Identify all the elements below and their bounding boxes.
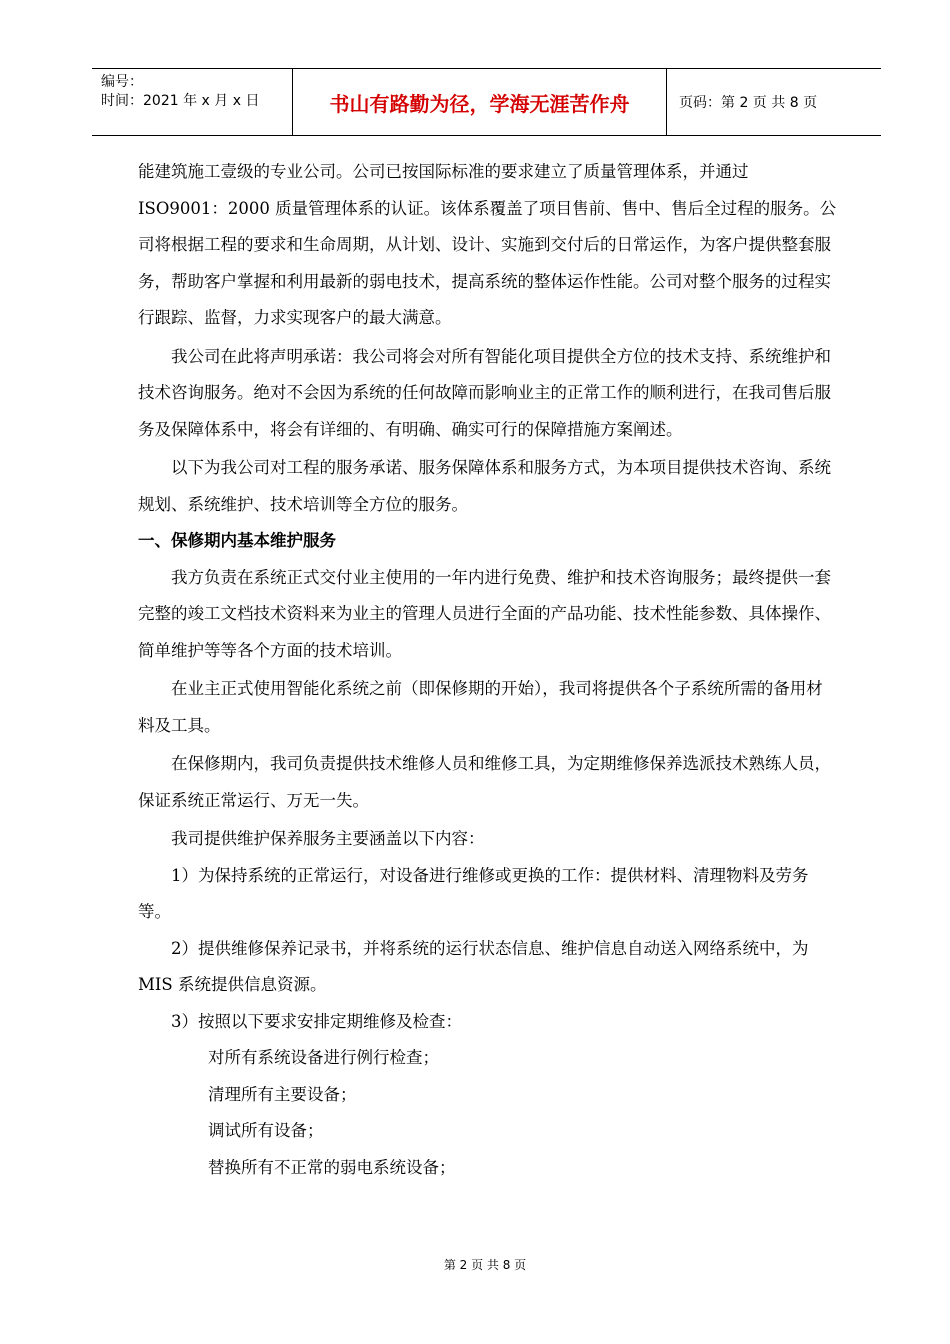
paragraph: 我公司在此将声明承诺：我公司将会对所有智能化项目提供全方位的技术支持、系统维护和技术咨询服务。绝对不会因为系统的任何故障而影响业主的正常工作的顺利进行，在我司售后服务及保障体系中，将会有详细的、有明确、确实可行的保障措施方案阐述。 [138, 346, 831, 439]
paragraph: 在保修期内，我司负责提供技术维修人员和维修工具，为定期维修保养选派技术熟练人员，保证系统正常运行、万无一失。 [138, 754, 831, 810]
section-heading: 一、保修期内基本维护服务 [138, 531, 336, 550]
sub-item: 调试所有设备； [208, 1121, 324, 1140]
header-motto: 书山有路勤为径，学海无涯苦作舟 [293, 69, 667, 135]
list-item: 2）提供维修保养记录书，并将系统的运行状态信息、维护信息自动送入网络系统中，为 MIS 系统提供信息资源。 [138, 938, 809, 994]
sub-item: 替换所有不正常的弱电系统设备； [208, 1157, 456, 1177]
header-meta [92, 69, 293, 135]
paragraph: 我方负责在系统正式交付业主使用的一年内进行免费、维护和技术咨询服务；最终提供一套完整的竣工文档技术资料来为业主的管理人员进行全面的产品功能、技术性能参数、具体操作、简单维护等等各个方面的技术培训。 [138, 567, 831, 660]
header-page-info: 页码：第 2 页 共 8 页 [679, 95, 818, 111]
document-body [138, 154, 838, 1186]
list-item: 3）按照以下要求安排定期维修及检查： [171, 1011, 462, 1031]
number-label: 编号： [101, 74, 143, 90]
paragraph: 以下为我公司对工程的服务承诺、服务保障体系和服务方式，为本项目提供技术咨询、系统规划、系统维护、技术培训等全方位的服务。 [138, 458, 831, 514]
paragraph: 在业主正式使用智能化系统之前（即保修期的开始），我司将提供各个子系统所需的备用材料及工具。 [138, 679, 823, 735]
list-item: 1）为保持系统的正常运行，对设备进行维修或更换的工作：提供材料、清理物料及劳务等。 [138, 865, 809, 921]
page-footer: 第 2 页 共 8 页 [443, 1258, 527, 1272]
sub-item: 清理所有主要设备； [208, 1084, 357, 1104]
time-label: 时间：2021 年 x 月 x 日 [101, 93, 260, 109]
sub-item: 对所有系统设备进行例行检查； [208, 1048, 439, 1067]
page-header [92, 68, 881, 136]
paragraph: 能建筑施工壹级的专业公司。公司已按国际标准的要求建立了质量管理体系，并通过 ISO9001：2000 质量管理体系的认证。该体系覆盖了项目售前、售中、售后全过程的服务。公司将根据工程的要求和生命周期，从计划、设计、实施到交付后的日常运作，为客户提供整套服务，帮助客户掌握和利用最新的弱电技术，提高系统的整体运作性能。公司对整个服务的过程实行跟踪、监督，力求实现客户的最大满意。 [138, 162, 837, 327]
paragraph: 我司提供维护保养服务主要涵盖以下内容： [171, 829, 485, 848]
